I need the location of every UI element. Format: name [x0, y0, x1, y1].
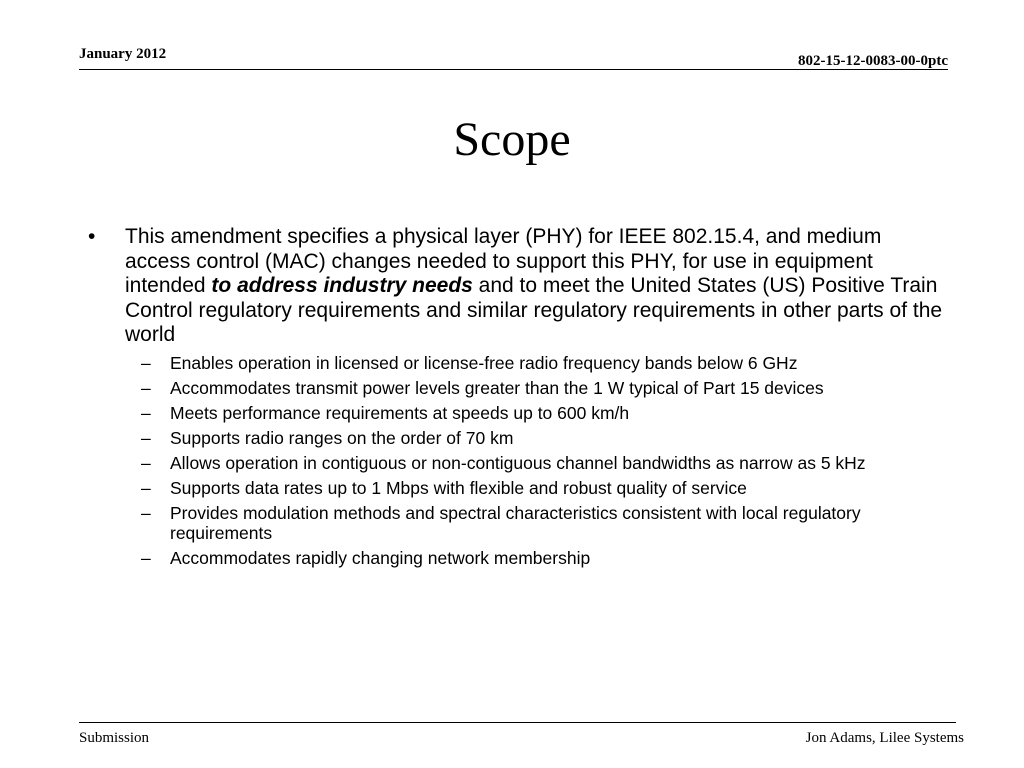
sub-bullet-text: Meets performance requirements at speeds up to 600 km/h: [170, 402, 630, 423]
footer-author: Jon Adams, Lilee Systems: [805, 730, 964, 746]
sub-bullet-list: [88, 353, 948, 568]
sub-bullet-marker: –: [141, 377, 151, 398]
sub-bullet-item: [88, 353, 948, 373]
main-bullet-text-start: This amendment specifies a physical layer (PHY) for IEEE 802.15.4, and medium access control (MAC) changes needed to support this PHY, for use in equipment intended: [125, 225, 882, 297]
header-date: January 2012: [79, 46, 167, 62]
slide-title: Scope: [453, 113, 571, 166]
sub-bullet-text: Enables operation in licensed or license-free radio frequency bands below 6 GHz: [170, 352, 798, 373]
sub-bullet-marker: –: [141, 452, 151, 473]
bullet-marker: •: [88, 225, 96, 248]
sub-bullet-text: Provides modulation methods and spectral characteristics consistent with local regulatory requirements: [170, 502, 861, 543]
main-bullet-text-end: and to meet the United States (US) Positive Train Control regulatory requirements and similar regulatory requirements in other parts of the world: [125, 274, 943, 346]
sub-bullet-text: Allows operation in contiguous or non-contiguous channel bandwidths as narrow as 5 kHz: [170, 452, 866, 473]
sub-bullet-item: [88, 428, 948, 448]
sub-bullet-marker: –: [141, 477, 151, 498]
sub-bullet-item: [88, 403, 948, 423]
sub-bullet-item: [88, 548, 948, 568]
sub-bullet-marker: –: [141, 547, 151, 568]
sub-bullet-text: Accommodates rapidly changing network membership: [170, 547, 591, 568]
sub-bullet-marker: –: [141, 402, 151, 423]
header-document-id: 802-15-12-0083-00-0ptc: [798, 53, 948, 69]
sub-bullet-item: [88, 503, 948, 543]
footer-submission: Submission: [79, 730, 150, 746]
footer-divider: [79, 722, 956, 723]
sub-bullet-marker: –: [141, 502, 151, 523]
sub-bullet-marker: –: [141, 352, 151, 373]
sub-bullet-marker: –: [141, 427, 151, 448]
main-bullet-emphasis: to address industry needs: [211, 274, 473, 297]
sub-bullet-text: Supports data rates up to 1 Mbps with flexible and robust quality of service: [170, 477, 747, 498]
main-bullet: [88, 225, 948, 348]
sub-bullet-item: [88, 478, 948, 498]
sub-bullet-item: [88, 453, 948, 473]
sub-bullet-item: [88, 378, 948, 398]
sub-bullet-text: Supports radio ranges on the order of 70 km: [170, 427, 514, 448]
slide-body: [88, 225, 948, 573]
header-divider: [79, 69, 948, 70]
sub-bullet-text: Accommodates transmit power levels greater than the 1 W typical of Part 15 devices: [170, 377, 824, 398]
